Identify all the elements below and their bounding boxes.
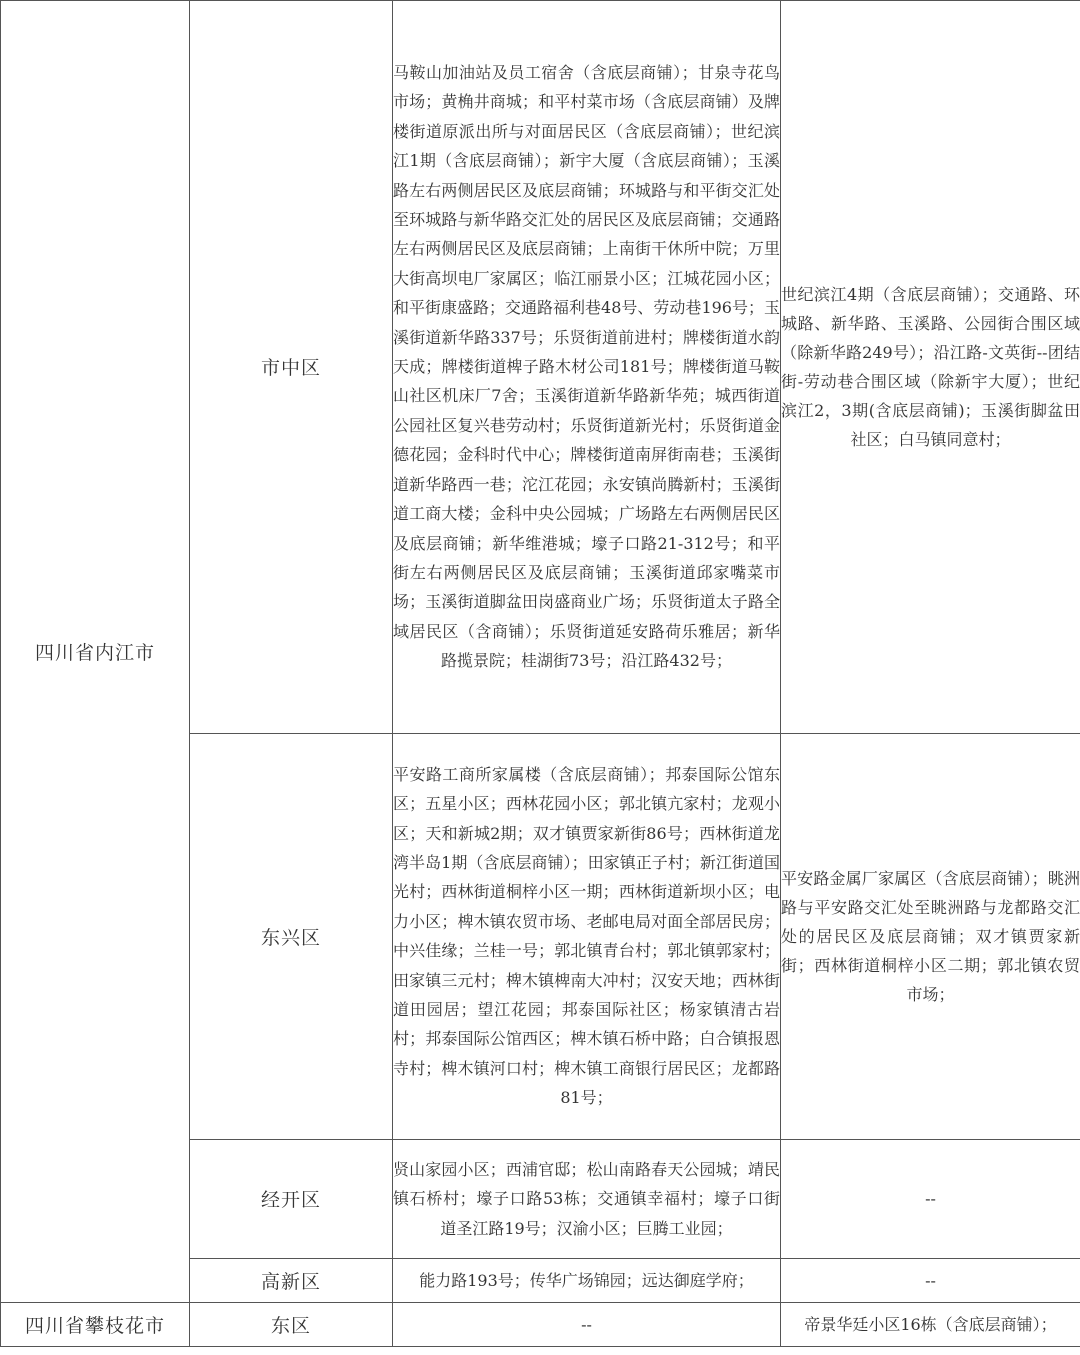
table-row: [1, 1302, 1080, 1346]
area-list-cell: 贤山家园小区；西浦官邸；松山南路春天公园城；靖民镇石桥村；壕子口路53栋；交通镇幸福村；壕子口街道圣江路19号；汉渝小区；巨腾工业园；: [393, 1139, 781, 1258]
area-list-cell: 帝景华廷小区16栋（含底层商铺）；: [781, 1302, 1080, 1346]
area-list-cell: --: [781, 1139, 1080, 1258]
area-list-cell: 世纪滨江4期（含底层商铺）；交通路、环城路、新华路、玉溪路、公园街合围区域（除新华路249号）；沿江路-文英街--团结街-劳动巷合围区域（除新宇大厦）；世纪滨江2，3期(含底层商铺)；玉溪街脚盆田社区；白马镇同意村；: [781, 1, 1080, 734]
table-row: [1, 1, 1080, 734]
district-cell: 东兴区: [190, 733, 393, 1139]
district-cell: 市中区: [190, 1, 393, 734]
area-list-cell: 平安路金属厂家属区（含底层商铺）；眺洲路与平安路交汇处至眺洲路与龙都路交汇处的居民区及底层商铺；双才镇贾家新街；西林街道桐梓小区二期；郭北镇农贸市场；: [781, 733, 1080, 1139]
city-cell: 四川省内江市: [1, 1, 190, 1303]
area-list-cell: 平安路工商所家属楼（含底层商铺）；邦泰国际公馆东区；五星小区；西林花园小区；郭北镇亢家村；龙观小区；天和新城2期；双才镇贾家新街86号；西林街道龙湾半岛1期（含底层商铺）；田家镇正子村；新江街道国光村；西林街道桐梓小区一期；西林街道新坝小区；电力小区；椑木镇农贸市场、老邮电局对面全部居民房；中兴佳缘；兰桂一号；郭北镇青台村；郭北镇郭家村；田家镇三元村；椑木镇椑南大冲村；汉安天地；西林街道田园居；望江花园；邦泰国际社区；杨家镇清古岩村；邦泰国际公馆西区；椑木镇石桥中路；白合镇报恩寺村；椑木镇河口村；椑木镇工商银行居民区；龙都路81号；: [393, 733, 781, 1139]
city-cell: 四川省攀枝花市: [1, 1302, 190, 1346]
area-list-cell: 能力路193号；传华广场锦园；远达御庭学府；: [393, 1258, 781, 1302]
area-list-cell: --: [393, 1302, 781, 1346]
district-cell: 经开区: [190, 1139, 393, 1258]
district-cell: 高新区: [190, 1258, 393, 1302]
district-cell: 东区: [190, 1302, 393, 1346]
area-list-cell: 马鞍山加油站及员工宿舍（含底层商铺）；甘泉寺花鸟市场；黄桷井商城；和平村菜市场（含底层商铺）及牌楼街道原派出所与对面居民区（含底层商铺）；世纪滨江1期（含底层商铺）；新宇大厦（含底层商铺）；玉溪路左右两侧居民区及底层商铺；环城路与和平街交汇处至环城路与新华路交汇处的居民区及底层商铺；交通路左右两侧居民区及底层商铺；上南街干休所中院；万里大街高坝电厂家属区；临江丽景小区；江城花园小区；和平街康盛路；交通路福利巷48号、劳动巷196号；玉溪街道新华路337号；乐贤街道前进村；牌楼街道水韵天成；牌楼街道椑子路木材公司181号；牌楼街道马鞍山社区机床厂7舍；玉溪街道新华路新华苑；城西街道公园社区复兴巷劳动村；乐贤街道新光村；乐贤街道金德花园；金科时代中心；牌楼街道南屏街南巷；玉溪街道新华路西一巷；沱江花园；永安镇尚腾新村；玉溪街道工商大楼；金科中央公园城；广场路左右两侧居民区及底层商铺；新华维港城；壕子口路21-312号；和平街左右两侧居民区及底层商铺；玉溪街道邱家嘴菜市场；玉溪街道脚盆田岗盛商业广场；乐贤街道太子路全域居民区（含商铺）；乐贤街道延安路荷乐雅居；新华路揽景院；桂湖街73号；沿江路432号；: [393, 1, 781, 734]
area-list-cell: --: [781, 1258, 1080, 1302]
